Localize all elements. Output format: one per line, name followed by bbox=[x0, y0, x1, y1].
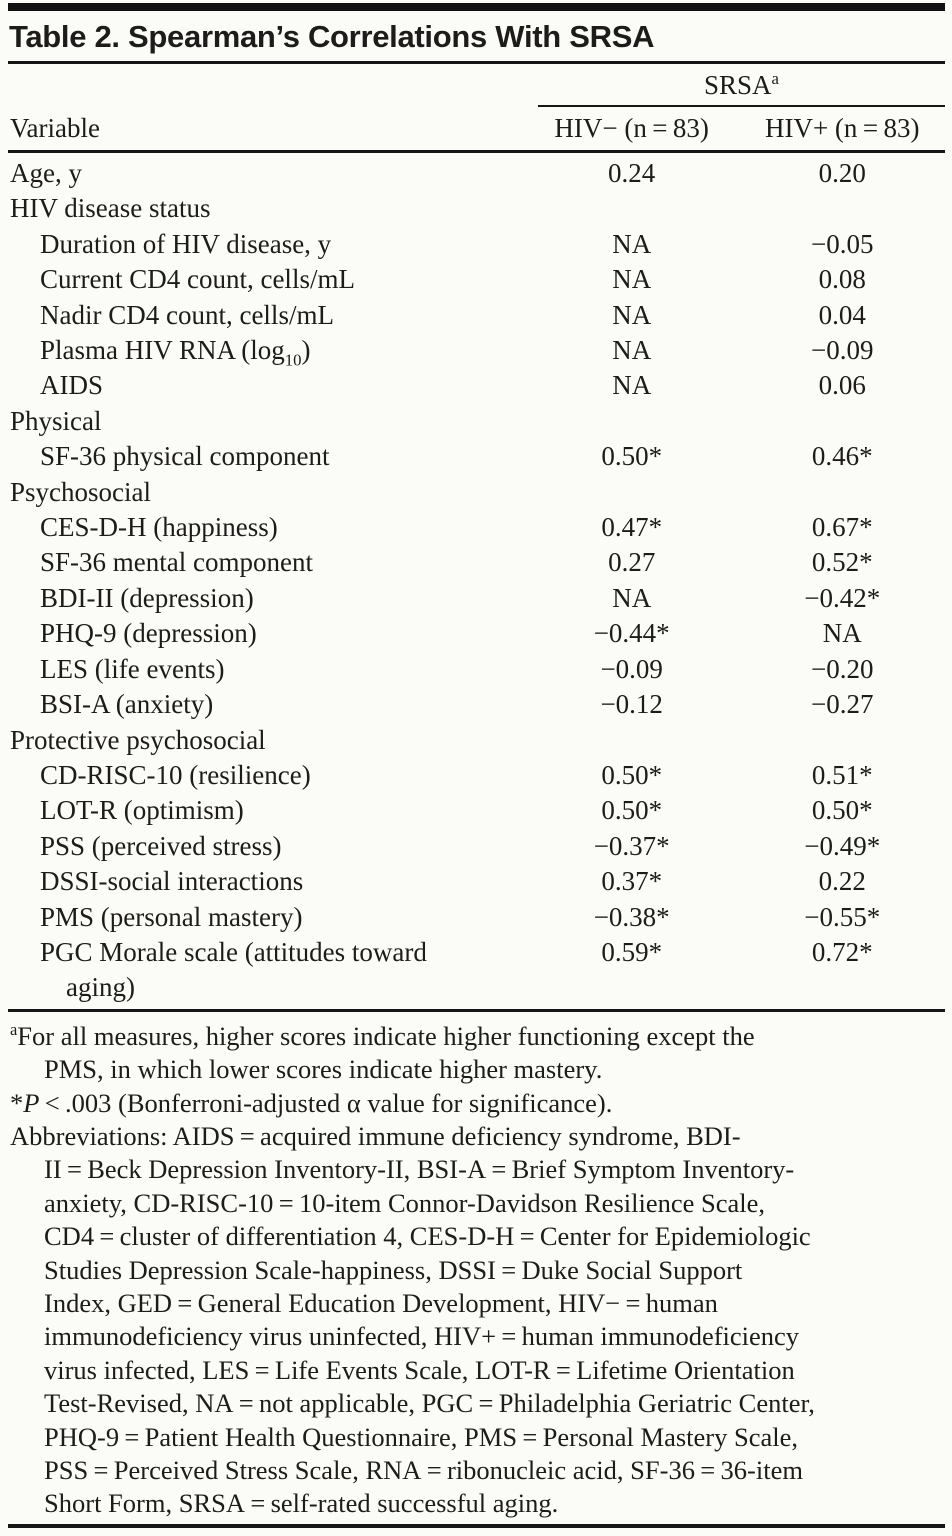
value-hiv-negative: −0.12 bbox=[600, 689, 663, 720]
row-label-text: PMS (personal mastery) bbox=[40, 901, 303, 932]
table-row bbox=[8, 864, 945, 899]
spanner-cell bbox=[523, 70, 945, 107]
value-hiv-negative: 0.50* bbox=[601, 759, 663, 790]
footnote-line bbox=[8, 1220, 945, 1253]
table-row bbox=[8, 900, 945, 935]
row-label bbox=[8, 829, 524, 864]
row-label bbox=[8, 368, 524, 403]
footnote-line bbox=[8, 1254, 945, 1287]
row-label-text: HIV disease status bbox=[10, 193, 211, 224]
footnote-text: Index, GED = General Education Development, HIV− = human bbox=[44, 1288, 718, 1318]
footnote-text: Studies Depression Scale-happiness, DSSI = Duke Social Support bbox=[44, 1254, 743, 1285]
footnote-text: Test-Revised, NA = not applicable, PGC = Philadelphia Geriatric Center, bbox=[44, 1388, 815, 1419]
footnote-text: PMS, in which lower scores indicate higher mastery. bbox=[44, 1054, 603, 1085]
column-header-hiv-positive: HIV+ (n = 83) bbox=[764, 113, 920, 143]
footnote-line bbox=[8, 1421, 945, 1454]
footnote-text: PHQ-9 = Patient Health Questionnaire, PMS = Personal Mastery Scale, bbox=[44, 1421, 798, 1452]
row-label bbox=[8, 475, 524, 510]
footnote-line bbox=[8, 1187, 945, 1220]
row-label-text: SF-36 mental component bbox=[40, 547, 313, 578]
footnote-line bbox=[8, 1120, 945, 1153]
value-hiv-negative: 0.50* bbox=[601, 795, 663, 826]
row-label-text: LES (life events) bbox=[40, 653, 225, 684]
table-row bbox=[8, 935, 945, 1006]
footnote-line bbox=[8, 1387, 945, 1420]
column-header-variable: Variable bbox=[10, 113, 100, 143]
row-label-text: Plasma HIV RNA (log bbox=[40, 335, 285, 366]
value-hiv-positive: 0.04 bbox=[818, 299, 866, 330]
value-hiv-positive: −0.09 bbox=[811, 335, 874, 366]
table-row bbox=[8, 333, 945, 368]
value-hiv-negative: −0.09 bbox=[600, 653, 663, 684]
value-hiv-positive: 0.20 bbox=[818, 158, 866, 188]
row-label bbox=[8, 510, 524, 545]
row-label bbox=[8, 687, 524, 722]
table-row bbox=[8, 439, 945, 474]
value-hiv-positive: −0.20 bbox=[811, 653, 874, 684]
value-hiv-positive: 0.22 bbox=[818, 866, 866, 897]
footnote-text: Abbreviations: AIDS = acquired immune deficiency syndrome, BDI- bbox=[10, 1120, 741, 1151]
footnote-line bbox=[8, 1487, 945, 1520]
spanner-label bbox=[538, 70, 945, 107]
value-hiv-positive: NA bbox=[822, 618, 862, 649]
footnotes bbox=[8, 1012, 945, 1521]
column-header-hiv-negative: HIV− (n = 83) bbox=[554, 113, 709, 143]
value-hiv-negative: 0.27 bbox=[608, 547, 656, 578]
row-label bbox=[8, 333, 524, 368]
row-label-text: PHQ-9 (depression) bbox=[40, 618, 257, 649]
row-label bbox=[8, 298, 524, 333]
footnote-text: II = Beck Depression Inventory-II, BSI-A = Brief Symptom Inventory- bbox=[44, 1154, 795, 1185]
value-hiv-positive: 0.72* bbox=[811, 936, 873, 967]
row-label bbox=[8, 793, 524, 828]
footnote-line bbox=[8, 1320, 945, 1353]
table-row bbox=[8, 262, 945, 297]
footnote-text: < .003 (Bonferroni-adjusted α value for significance). bbox=[39, 1087, 613, 1118]
value-hiv-positive: −0.42* bbox=[804, 582, 881, 613]
value-hiv-positive: −0.49* bbox=[804, 830, 881, 861]
row-label-text: PGC Morale scale (attitudes toward bbox=[40, 936, 427, 967]
table-row bbox=[8, 652, 945, 687]
row-label-text: Nadir CD4 count, cells/mL bbox=[40, 299, 334, 330]
section-row bbox=[8, 404, 945, 439]
footnote-line bbox=[8, 1153, 945, 1186]
value-hiv-positive: −0.55* bbox=[804, 901, 881, 932]
row-label-text: SF-36 physical component bbox=[40, 441, 330, 472]
spanner-text: SRSA bbox=[704, 70, 772, 100]
footnote-text: immunodeficiency virus uninfected, HIV+ = human immunodeficiency bbox=[44, 1321, 800, 1352]
value-hiv-negative: 0.59* bbox=[601, 936, 663, 967]
table-title: Table 2. Spearman’s Correlations With SRSA bbox=[9, 19, 655, 54]
row-label bbox=[8, 545, 524, 580]
footnote-text: CD4 = cluster of differentiation 4, CES-D-H = Center for Epidemiologic bbox=[44, 1221, 811, 1252]
table-row bbox=[8, 758, 945, 793]
table-row bbox=[8, 368, 945, 403]
row-label bbox=[8, 935, 524, 1006]
value-hiv-negative: 0.47* bbox=[601, 512, 663, 543]
footnote-line bbox=[8, 1087, 945, 1120]
table-row bbox=[8, 687, 945, 722]
section-row bbox=[8, 475, 945, 510]
row-label-subscript: 10 bbox=[284, 350, 302, 370]
row-label bbox=[8, 900, 524, 935]
value-hiv-negative: NA bbox=[612, 228, 652, 259]
row-label bbox=[8, 227, 524, 262]
footnote-line bbox=[8, 1053, 945, 1086]
value-hiv-negative: 0.24 bbox=[608, 158, 656, 188]
row-label-text: CD-RISC-10 (resilience) bbox=[40, 759, 311, 790]
footnote-line bbox=[8, 1454, 945, 1487]
value-hiv-negative: −0.38* bbox=[593, 901, 670, 932]
italic-p: P bbox=[23, 1087, 40, 1118]
row-label bbox=[8, 439, 524, 474]
spanner-spacer bbox=[8, 70, 523, 107]
row-label-text: Current CD4 count, cells/mL bbox=[40, 264, 355, 295]
row-label bbox=[8, 616, 524, 651]
row-label-text: Psychosocial bbox=[10, 476, 151, 507]
row-label bbox=[8, 864, 524, 899]
footnote-text: anxiety, CD-RISC-10 = 10-item Connor-Davidson Resilience Scale, bbox=[44, 1187, 766, 1218]
value-hiv-negative: 0.50* bbox=[601, 441, 663, 472]
footnote-marker: a bbox=[10, 1019, 18, 1039]
section-row bbox=[8, 723, 945, 758]
table-row bbox=[8, 793, 945, 828]
footnote-line bbox=[8, 1020, 945, 1053]
footnote-text: Short Form, SRSA = self-rated successful aging. bbox=[44, 1488, 559, 1519]
row-label-text: LOT-R (optimism) bbox=[40, 795, 244, 826]
row-label-text: CES-D-H (happiness) bbox=[40, 512, 278, 543]
table-row bbox=[8, 298, 945, 333]
value-hiv-negative: NA bbox=[612, 335, 652, 366]
footnote-line bbox=[8, 1287, 945, 1320]
row-label bbox=[8, 723, 524, 758]
row-label bbox=[8, 652, 524, 687]
value-hiv-negative: NA bbox=[612, 370, 652, 401]
footnote-line bbox=[8, 1354, 945, 1387]
table-row bbox=[8, 616, 945, 651]
row-label bbox=[8, 191, 524, 226]
row-label bbox=[8, 156, 524, 191]
table-top-bar bbox=[8, 3, 945, 11]
row-label-text: PSS (perceived stress) bbox=[40, 830, 282, 861]
table-row bbox=[8, 156, 945, 191]
header-spanner-row bbox=[8, 64, 945, 107]
row-label-text: Age, y bbox=[10, 158, 82, 188]
value-hiv-positive: 0.50* bbox=[811, 795, 873, 826]
row-label-text-end: ) bbox=[301, 335, 311, 366]
table-row bbox=[8, 545, 945, 580]
row-label bbox=[8, 758, 524, 793]
row-label-text: BSI-A (anxiety) bbox=[40, 689, 214, 720]
value-hiv-positive: −0.05 bbox=[811, 228, 874, 259]
value-hiv-positive: 0.67* bbox=[811, 512, 873, 543]
row-label-text: Protective psychosocial bbox=[10, 724, 266, 755]
value-hiv-positive: 0.06 bbox=[818, 370, 866, 401]
footnote-text: For all measures, higher scores indicate higher functioning except the bbox=[17, 1020, 755, 1051]
row-label-text: DSSI-social interactions bbox=[40, 866, 304, 897]
value-hiv-positive: 0.46* bbox=[811, 441, 873, 472]
value-hiv-positive: −0.27 bbox=[811, 689, 874, 720]
table-row bbox=[8, 581, 945, 616]
table-row bbox=[8, 510, 945, 545]
value-hiv-negative: −0.37* bbox=[593, 830, 670, 861]
row-label-wrap-line: aging) bbox=[66, 972, 135, 1003]
row-label bbox=[8, 581, 524, 616]
spanner-footnote-marker: a bbox=[771, 69, 779, 88]
row-label-text: Physical bbox=[10, 405, 102, 436]
row-label bbox=[8, 404, 524, 439]
row-label bbox=[8, 262, 524, 297]
row-label-text: Duration of HIV disease, y bbox=[40, 228, 332, 259]
value-hiv-negative: −0.44* bbox=[593, 618, 670, 649]
footnote-text: PSS = Perceived Stress Scale, RNA = ribonucleic acid, SF-36 = 36-item bbox=[44, 1455, 803, 1486]
value-hiv-negative: NA bbox=[612, 299, 652, 330]
row-label-text: AIDS bbox=[40, 370, 104, 401]
table-bottom-rule bbox=[8, 1524, 945, 1528]
value-hiv-positive: 0.51* bbox=[811, 759, 873, 790]
value-hiv-positive: 0.08 bbox=[818, 264, 866, 295]
row-label-text: BDI-II (depression) bbox=[40, 582, 254, 613]
significance-star: * bbox=[10, 1087, 24, 1118]
value-hiv-positive: 0.52* bbox=[811, 547, 873, 578]
value-hiv-negative: NA bbox=[612, 264, 652, 295]
header-columns-row bbox=[8, 107, 945, 149]
value-hiv-negative: 0.37* bbox=[601, 866, 663, 897]
table-row bbox=[8, 227, 945, 262]
value-hiv-negative: NA bbox=[612, 582, 652, 613]
table-body bbox=[8, 153, 945, 1006]
table-row bbox=[8, 829, 945, 864]
footnote-text: virus infected, LES = Life Events Scale, LOT-R = Lifetime Orientation bbox=[44, 1354, 795, 1385]
section-row bbox=[8, 191, 945, 226]
